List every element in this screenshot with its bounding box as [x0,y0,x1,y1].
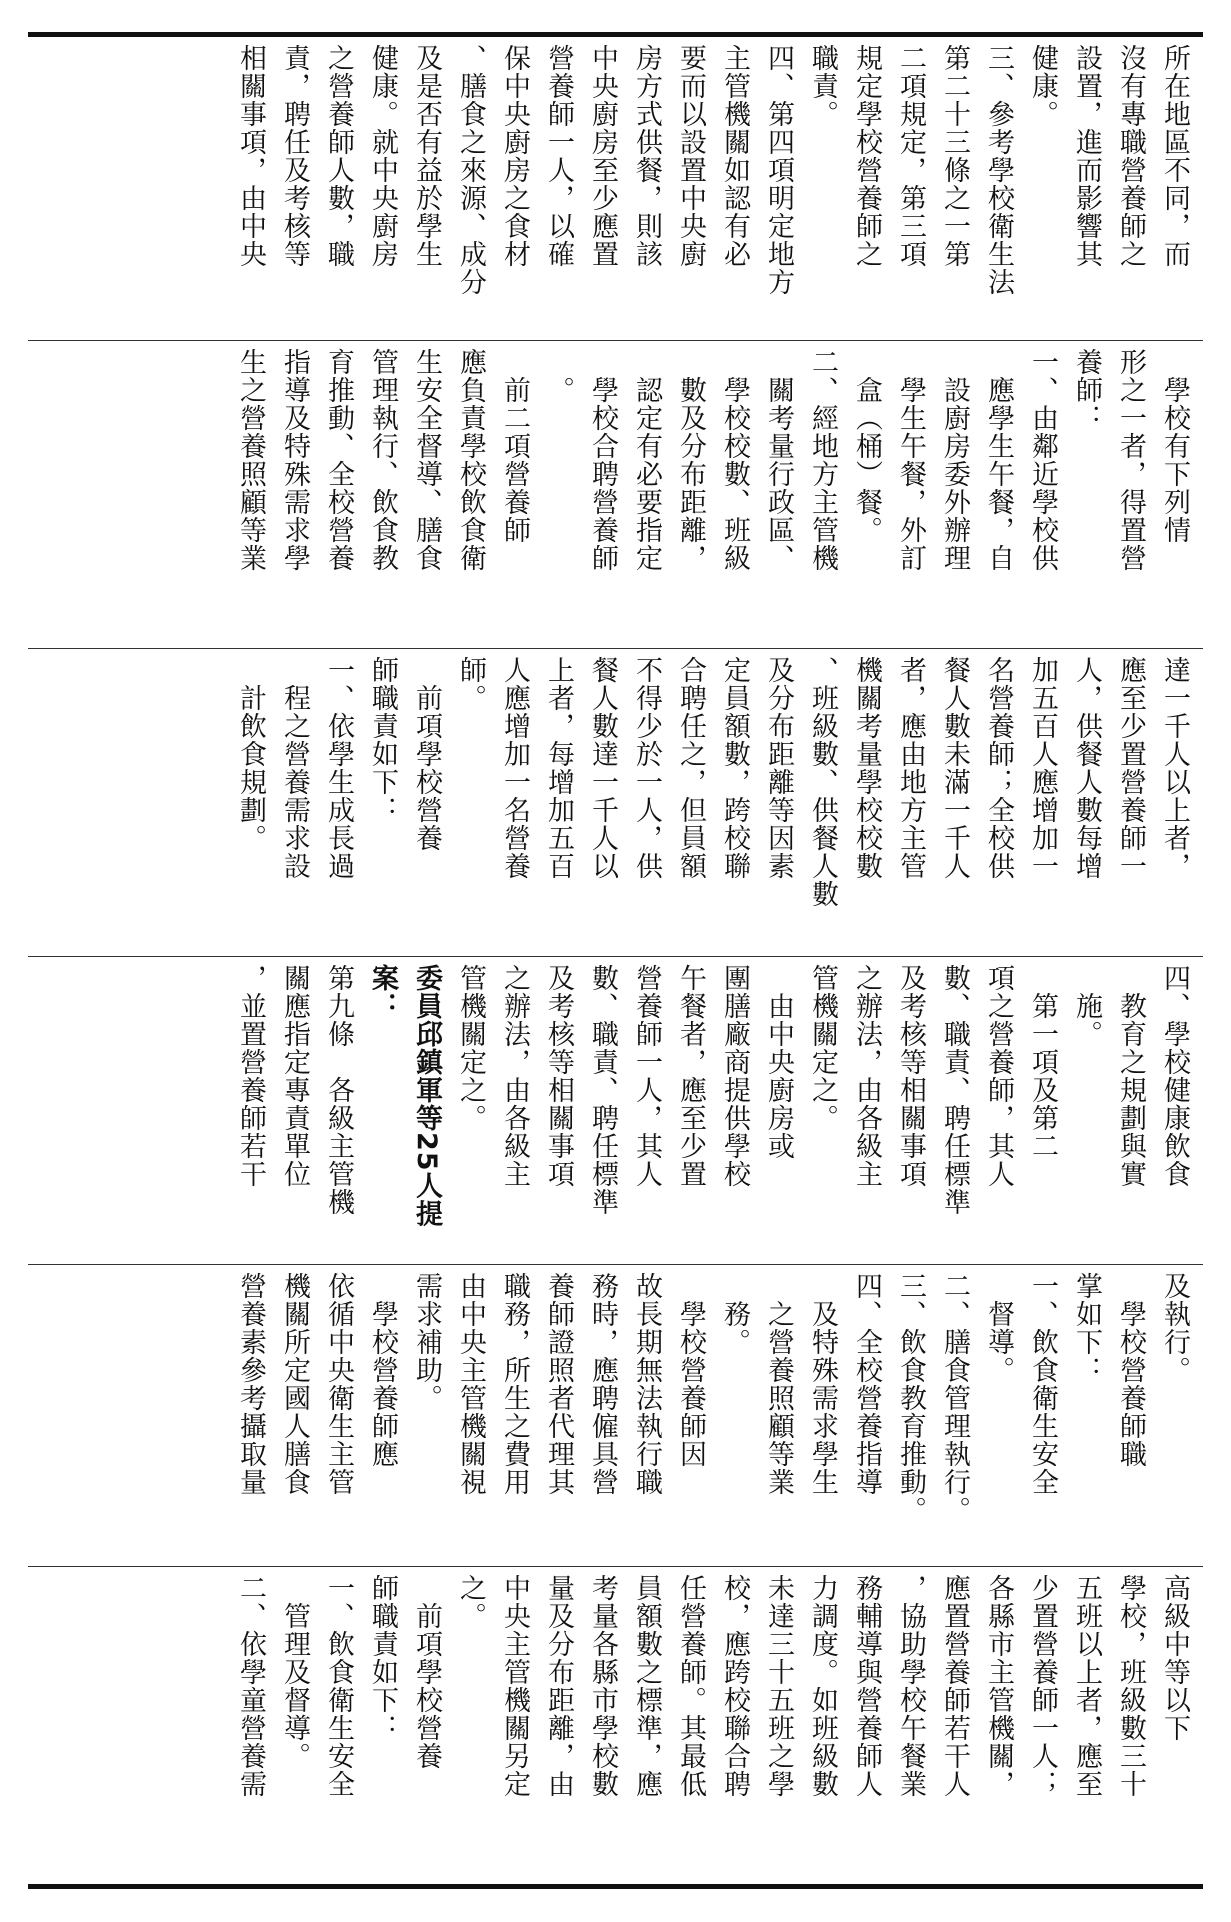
text-line: 計飲食規劃。 [235,656,266,852]
text-line: 應負責學校飲食衛 [455,348,486,572]
text-line: 規定學校營養師之 [851,44,882,268]
text-line: 務輔導與營養師人 [851,1574,882,1798]
text-line: 師。 [455,656,486,712]
text-line: 關應指定專責單位 [279,964,310,1188]
text-line: 考量各縣市學校數 [587,1574,618,1798]
text-line: 生安全督導、膳食 [411,348,442,572]
text-line: 數、職責、聘任標準 [939,964,970,1216]
text-line: 所在地區不同，而 [1159,44,1190,268]
text-line: 加五百人應增加一 [1027,656,1058,880]
text-line: 健康。就中央廚房 [367,44,398,268]
text-line: 任營養師。其最低 [675,1574,706,1798]
text-line: 一、由鄰近學校供 [1027,348,1058,572]
text-line: 團膳廠商提供學校 [719,964,750,1188]
text-line: 學校營養師因 [675,1272,706,1468]
text-line: 四、全校營養指導 [851,1272,882,1496]
text-line: 人應增加一名營養 [499,656,530,880]
text-section-3 [36,964,1196,1256]
text-line: 機關所定國人膳食 [279,1272,310,1496]
text-line: 二項規定，第三項 [895,44,926,268]
text-line: 第一項及第二 [1027,964,1058,1160]
text-line: 及考核等相關事項 [543,964,574,1188]
top-rule [28,32,1203,37]
text-line: 房方式供餐，則該 [631,44,662,268]
text-line: 由中央廚房或 [763,964,794,1160]
text-line: 學校校數、班級 [719,348,750,572]
text-line: 之辦法，由各級主 [499,964,530,1188]
text-line: 餐人數未滿一千人 [939,656,970,880]
text-line: 保中央廚房之食材 [499,44,530,268]
text-line: 依循中央衛生主管 [323,1272,354,1496]
text-line: 學校營養師職 [1115,1272,1146,1468]
text-line: 人，供餐人數每增 [1071,656,1102,880]
text-line: 教育之規劃與實 [1115,964,1146,1188]
text-line: 指導及特殊需求學 [279,348,310,572]
text-section-2 [36,1272,1196,1562]
text-line: 少置營養師一人； [1027,1574,1058,1798]
text-line: 數、職責、聘任標準 [587,964,618,1216]
text-line: ，並置營養師若干 [235,964,266,1188]
text-line: 前項學校營養 [411,1574,442,1770]
text-line: 學校有下列情 [1159,348,1190,544]
text-line: 之辦法，由各級主 [851,964,882,1188]
bottom-rule [28,1884,1203,1889]
text-line: 養師： [1071,348,1102,432]
text-line: 前二項營養師 [499,348,530,544]
text-line: 務。 [719,1272,750,1356]
text-line: 。 [543,348,574,404]
text-line: 三、飲食教育推動。 [895,1272,926,1524]
text-section-6 [36,44,1196,334]
text-line: 故長期無法執行職 [631,1272,662,1496]
text-line: 委員邱鎮軍等25人提 [411,964,442,1228]
text-line: 四、第四項明定地方 [763,44,794,296]
text-line: 、班級數、供餐人數 [807,656,838,908]
text-line: 務時，應聘僱具營 [587,1272,618,1496]
text-line: 管理執行、飲食教 [367,348,398,572]
text-line: 及分布距離等因素 [763,656,794,880]
text-line: 學校營養師應 [367,1272,398,1468]
text-line: 達一千人以上者， [1159,656,1190,880]
text-line: 未達三十五班之學 [763,1574,794,1798]
text-line: 沒有專職營養師之 [1115,44,1146,268]
text-line: 校，應跨校聯合聘 [719,1574,750,1798]
text-line: 四、學校健康飲食 [1159,964,1190,1188]
section-divider [28,1566,1203,1567]
text-line: 及特殊需求學生 [807,1272,838,1496]
text-section-5 [36,348,1196,640]
text-line: 項之營養師，其人 [983,964,1014,1188]
text-line: 及執行。 [1159,1272,1190,1384]
section-divider [28,340,1203,341]
text-section-1 [36,1574,1196,1874]
text-line: 之。 [455,1574,486,1630]
text-line: 二、依學童營養需 [235,1574,266,1798]
section-divider [28,1264,1203,1265]
text-line: 員額數之標準，應 [631,1574,662,1798]
text-line: 設廚房委外辦理 [939,348,970,572]
text-line: 二、經地方主管機 [807,348,838,572]
text-line: 程之營養需求設 [279,656,310,880]
text-line: 者，應由地方主管 [895,656,926,880]
text-line: 中央廚房至少應置 [587,44,618,268]
text-line: 前項學校營養 [411,656,442,852]
text-line: 職務，所生之費用 [499,1272,530,1496]
text-line: 及是否有益於學生 [411,44,442,268]
text-line: 各縣市主管機關， [983,1574,1014,1798]
text-line: 上者，每增加五百 [543,656,574,880]
text-line: 設置，進而影響其 [1071,44,1102,268]
text-line: 案： [367,964,398,1020]
text-line: 量及分布距離，由 [543,1574,574,1798]
text-line: 由中央主管機關視 [455,1272,486,1496]
text-line: 中央主管機關另定 [499,1574,530,1798]
text-line: 不得少於一人，供 [631,656,662,880]
text-line: 營養素參考攝取量 [235,1272,266,1496]
text-line: 名營養師；全校供 [983,656,1014,880]
text-line: 三、參考學校衛生法 [983,44,1014,296]
text-line: 要而以設置中央廚 [675,44,706,268]
text-line: 師職責如下： [367,656,398,824]
text-line: 餐人數達一千人以 [587,656,618,880]
text-line: 、膳食之來源、成分 [455,44,486,296]
text-line: 認定有必要指定 [631,348,662,572]
text-line: 相關事項，由中央 [235,44,266,268]
text-line: 二、膳食管理執行。 [939,1272,970,1524]
text-line: 師職責如下： [367,1574,398,1742]
text-line: 一、依學生成長過 [323,656,354,880]
text-line: 管機關定之。 [455,964,486,1132]
text-line: 應置營養師若干人 [939,1574,970,1798]
section-divider [28,956,1203,957]
text-line: 定員額數，跨校聯 [719,656,750,880]
text-line: 學校合聘營養師 [587,348,618,572]
text-line: 第九條 各級主管機 [323,964,354,1216]
text-line: 健康。 [1027,44,1058,128]
text-line: 午餐者，應至少置 [675,964,706,1188]
text-line: 主管機關如認有必 [719,44,750,268]
text-line: 應學生午餐，自 [983,348,1014,572]
text-line: 督導。 [983,1272,1014,1384]
section-divider [28,648,1203,649]
text-line: 需求補助。 [411,1272,442,1412]
text-line: 職責。 [807,44,838,128]
text-line: 數及分布距離， [675,348,706,572]
text-line: 養師證照者代理其 [543,1272,574,1496]
text-line: 五班以上者，應至 [1071,1574,1102,1798]
text-line: 育推動、全校營養 [323,348,354,572]
text-line: 及考核等相關事項 [895,964,926,1188]
text-line: 掌如下： [1071,1272,1102,1384]
text-line: 關考量行政區、 [763,348,794,572]
text-line: 施。 [1071,964,1102,1048]
text-line: 形之一者，得置營 [1115,348,1146,572]
text-line: 應至少置營養師一 [1115,656,1146,880]
text-line: 管理及督導。 [279,1574,310,1770]
text-line: 一、飲食衛生安全 [323,1574,354,1798]
text-line: 營養師一人，其人 [631,964,662,1188]
text-line: 責，聘任及考核等 [279,44,310,268]
text-line: 之營養照顧等業 [763,1272,794,1496]
text-line: 第二十三條之一第 [939,44,970,268]
text-line: 一、飲食衛生安全 [1027,1272,1058,1496]
text-line: 生之營養照顧等業 [235,348,266,572]
text-line: 營養師一人，以確 [543,44,574,268]
text-line: 合聘任之，但員額 [675,656,706,880]
text-line: 盒（桶）餐。 [851,348,882,544]
text-line: 管機關定之。 [807,964,838,1132]
text-line: 力調度。如班級數 [807,1574,838,1798]
text-line: 高級中等以下 [1159,1574,1190,1742]
text-line: 學校，班級數三十 [1115,1574,1146,1798]
text-line: 學生午餐，外訂 [895,348,926,572]
text-line: ，協助學校午餐業 [895,1574,926,1798]
text-section-4 [36,656,1196,948]
text-line: 機關考量學校校數 [851,656,882,880]
text-line: 之營養師人數，職 [323,44,354,268]
